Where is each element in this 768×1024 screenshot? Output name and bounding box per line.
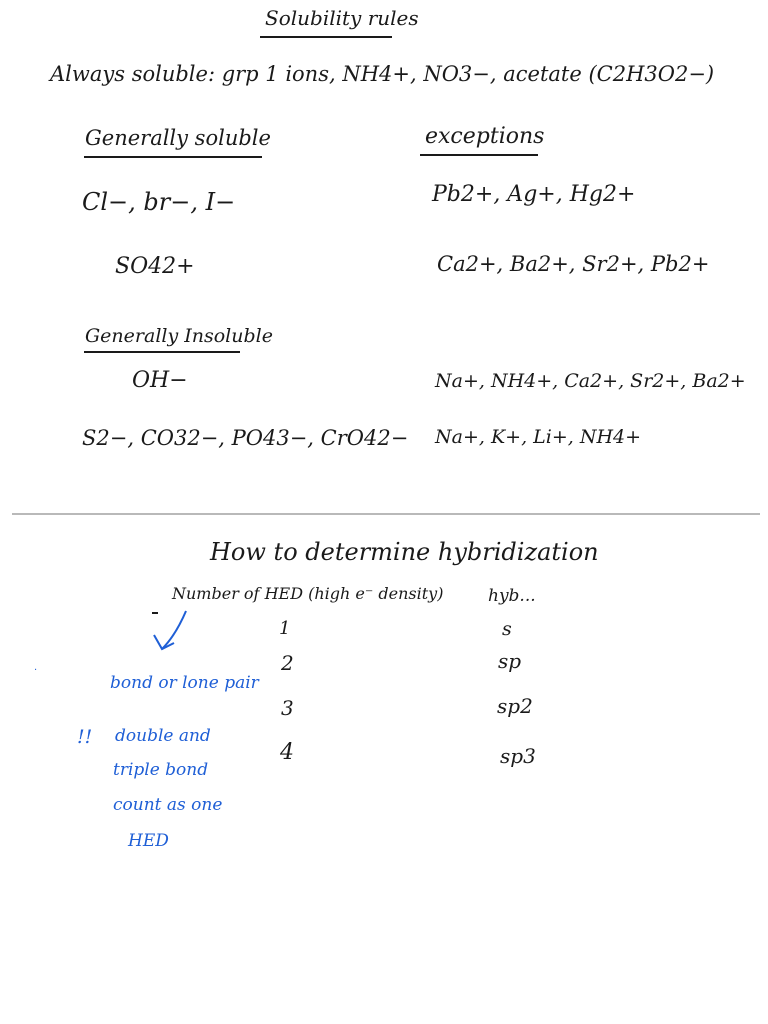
- hed-column-header: Number of HED (high e⁻ density): [172, 584, 444, 603]
- insoluble-exceptions-2: Na+, K+, Li+, NH4+: [435, 426, 642, 448]
- heading-underline: [420, 154, 538, 156]
- hed-value-2: 2: [281, 651, 294, 675]
- soluble-exceptions-2: Ca2+, Ba2+, Sr2+, Pb2+: [437, 252, 710, 276]
- hyb-value-4: sp3: [500, 744, 536, 768]
- solubility-title: Solubility rules: [265, 6, 419, 30]
- hed-value-1: 1: [279, 618, 291, 639]
- bond-lone-pair-note: bond or lone pair: [110, 673, 259, 693]
- note-line-4: HED: [128, 831, 169, 851]
- generally-insoluble-heading: Generally Insoluble: [85, 325, 273, 347]
- soluble-exceptions-1: Pb2+, Ag+, Hg2+: [432, 182, 636, 207]
- hybridization-title: How to determine hybridization: [210, 538, 599, 566]
- hyb-column-header: hyb...: [488, 586, 536, 606]
- section-divider: [12, 513, 760, 515]
- insoluble-ions-2: S2−, CO32−, PO43−, CrO42−: [82, 426, 409, 450]
- always-soluble-line: Always soluble: grp 1 ions, NH4+, NO3−, acetate (C2H3O2−): [50, 62, 715, 86]
- hyb-value-3: sp2: [497, 694, 533, 718]
- insoluble-ions-1: OH−: [132, 368, 188, 393]
- heading-underline: [84, 351, 240, 353]
- arrow-down-icon: [140, 605, 200, 655]
- stray-dot: ·: [34, 665, 38, 676]
- hyb-value-2: sp: [498, 649, 522, 673]
- heading-underline: [84, 156, 262, 158]
- soluble-ions-1: Cl−, br−, I−: [82, 188, 236, 216]
- note-line-1: double and: [115, 726, 211, 746]
- title-underline: [260, 36, 392, 38]
- insoluble-exceptions-1: Na+, NH4+, Ca2+, Sr2+, Ba2+: [435, 370, 746, 392]
- hed-value-4: 4: [280, 740, 294, 765]
- exceptions-heading: exceptions: [425, 124, 545, 149]
- hyb-value-1: s: [502, 618, 512, 640]
- generally-soluble-heading: Generally soluble: [85, 126, 271, 150]
- hed-value-3: 3: [281, 696, 294, 720]
- soluble-ions-2: SO42+: [115, 254, 195, 279]
- note-line-2: triple bond: [113, 760, 209, 780]
- exclamation-mark: !!: [77, 726, 93, 748]
- note-line-3: count as one: [113, 795, 223, 815]
